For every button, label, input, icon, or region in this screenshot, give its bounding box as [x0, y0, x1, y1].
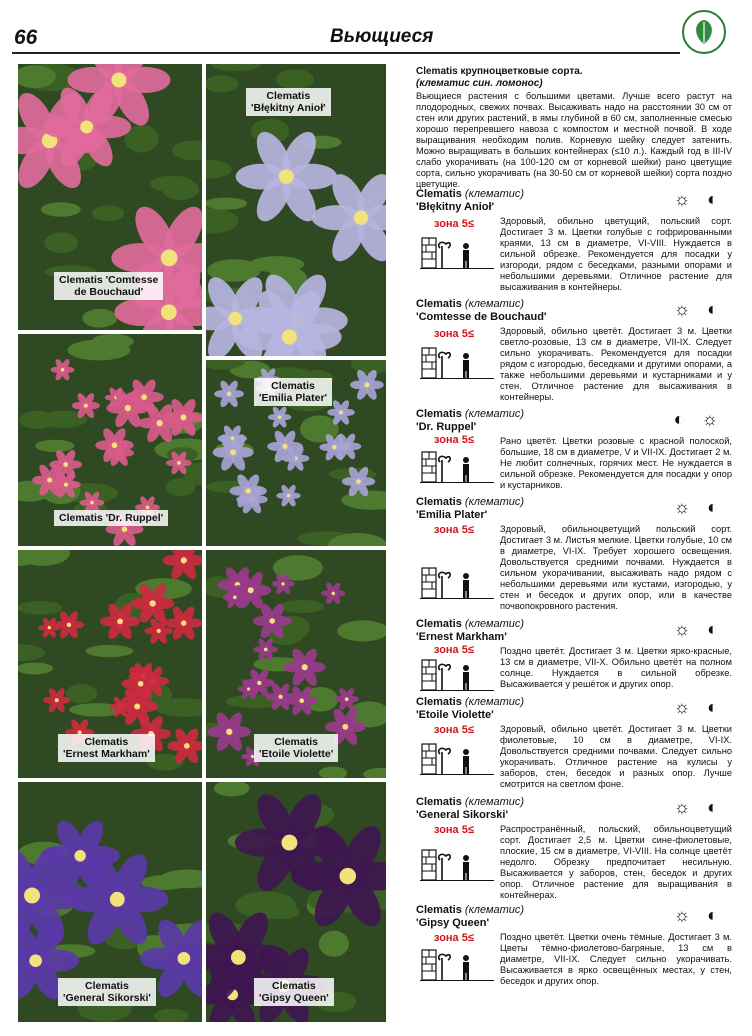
intro-title: Clematis крупноцветковые сорта. [416, 66, 583, 77]
sun-exposure-icon: ☼ ◐ [673, 797, 724, 817]
entry-genus: Clematis (клематис) [416, 904, 525, 916]
support-wall-icon [420, 658, 494, 692]
photo-caption: Clematis 'Dr. Ruppel' [54, 510, 168, 526]
entry-general-sikorski [416, 796, 732, 902]
photo-blekitny-aniol [206, 64, 386, 356]
entry-description: Рано цветёт. Цветки розовые с красной полоской, большие, 18 см в диаметре, V и VII-IX. Достигает 2 м. Не любит солнечных, горячих мест. Не нуждается в сильной обрезке. Рекомендуется для посадки у опор и кустарников. [500, 436, 732, 490]
entry-genus: Clematis (клематис) [416, 696, 525, 708]
photo-gipsy-queen [206, 782, 386, 1022]
entry-genus: Clematis (клематис) [416, 618, 525, 630]
photo-comtesse-de-bouchaud [18, 64, 202, 330]
photo-grid [18, 64, 386, 1022]
photo-caption: Clematis 'Gipsy Queen' [254, 978, 334, 1006]
photo-caption: Clematis 'Ernest Markham' [58, 734, 155, 762]
entry-genus: Clematis (клематис) [416, 298, 525, 310]
entry-description: Здоровый, обильно цветёт. Достигает 3 м. Цветки светло-розовые, 13 см в диаметре, VII-IX. Следует сильно укорачивать. Рекомендуется для посадки рядом с изгородью, беседками и другими опорами, а также небольшими деревьями и кустарниками и у стен. Отличное растение для высаживания в контейнеры. [500, 326, 732, 402]
support-wall-icon [420, 450, 494, 484]
support-wall-icon [420, 236, 494, 270]
photo-caption: Clematis 'Comtesse de Bouchaud' [54, 272, 163, 300]
entry-genus: Clematis (клематис) [416, 496, 525, 508]
entry-cultivar: 'Dr. Ruppel' [416, 421, 477, 433]
header-rule [12, 52, 680, 54]
entry-emilia-plater [416, 496, 732, 614]
sun-exposure-icon: ☼ ◐ [673, 619, 724, 639]
photo-general-sikorski [18, 782, 202, 1022]
photo-caption: Clematis 'Błękitny Anioł' [246, 88, 331, 116]
sun-exposure-icon: ◐ ☼ [673, 409, 724, 429]
support-wall-icon [420, 742, 494, 776]
support-wall-icon [420, 948, 494, 982]
page-number: 66 [14, 26, 38, 49]
entry-blekitny-aniol [416, 188, 732, 292]
entry-genus: Clematis (клематис) [416, 188, 525, 200]
page-title: Вьющиеся [330, 26, 434, 47]
sun-exposure-icon: ☼ ◐ [673, 905, 724, 925]
entry-cultivar: 'Błękitny Anioł' [416, 201, 495, 213]
photo-caption: Clematis 'Etoile Violette' [254, 734, 338, 762]
entry-comtesse-de-bouchaud [416, 298, 732, 402]
entry-genus: Clematis (клематис) [416, 796, 525, 808]
entry-cultivar: 'Gipsy Queen' [416, 917, 490, 929]
hardiness-zone: зона 5≤ [434, 218, 474, 230]
entry-gipsy-queen [416, 904, 732, 1000]
support-wall-icon [420, 848, 494, 882]
photo-emilia-plater [206, 360, 386, 546]
sun-exposure-icon: ☼ ◐ [673, 299, 724, 319]
intro-subtitle: (клематис син. ломонос) [416, 78, 543, 89]
entry-description: Распространённый, польский, обильноцветущий сорт. Достигает 2,5 м. Цветки сине-фиолетовые, плоские, 15 см в диаметре, VI-VIII. На солнце цветёт недолго. Обрезку предпочитает несильную. Высаживается у заборов, стен, беседок и других опор. Отличное растение для выращивания в контейнерах. [500, 824, 732, 900]
hardiness-zone: зона 5≤ [434, 724, 474, 736]
entry-description: Здоровый, обильноцветущий польский сорт. Достигает 3 м. Листья мелкие. Цветки голубые, 10 см в диаметре, VI-IX. Требует хорошего освещения. Довольствуется средними почвами. Нуждается в сильном укорачивании, высаживать надо рядом с небольшими деревьями или кустами, изгородью, у стен и беседок и других опор, или в качестве почвопокровного растения. [500, 524, 732, 611]
entry-description: Поздно цветёт. Достигает 3 м. Цветки ярко-красные, 13 см в диаметре, VII-X. Обильно цветёт на полном солнце. Нуждается в сильной обрезке. Высаживается у решёток и других опор. [500, 646, 732, 689]
entry-cultivar: 'Emilia Plater' [416, 509, 488, 521]
hardiness-zone: зона 5≤ [434, 644, 474, 656]
entry-genus: Clematis (клематис) [416, 408, 525, 420]
entry-cultivar: 'General Sikorski' [416, 809, 509, 821]
support-wall-icon [420, 346, 494, 380]
entry-description: Здоровый, обильно цветёт. Достигает 3 м. Цветки фиолетовые, 10 см в диаметре, VI-IX. Довольствуется средними почвами. Следует сильно укорачивать. Отличное растение на кулисы у заборов, стен, беседок и разных опор. Лучше смотрится на светлом фоне. [500, 724, 732, 789]
hardiness-zone: зона 5≤ [434, 434, 474, 446]
entry-cultivar: 'Comtesse de Bouchaud' [416, 311, 547, 323]
photo-dr-ruppel [18, 334, 202, 546]
photo-caption: Clematis 'General Sikorski' [58, 978, 156, 1006]
entry-description: Поздно цветёт. Цветки очень тёмные. Достигает 3 м. Цветы тёмно-фиолетово-багряные, 13 см в диаметре, VII-IX. Следует сильно укорачивать. Высаживается в ярко освещённых местах, у стен, беседок и других опор. [500, 932, 732, 986]
photo-ernest-markham [18, 550, 202, 778]
hardiness-zone: зона 5≤ [434, 328, 474, 340]
entry-description: Здоровый, обильно цветущий, польский сорт. Достигает 3 м. Цветки голубые с гофрированными краями, 13 см в диаметре, VI-VIII. Нуждается в сильной обрезке. Рекомендуется для посадки у изгороди, рядом с беседками, разными опорами и небольшими деревьями. Отличное растение для высаживания в контейнеры. [500, 216, 732, 292]
hardiness-zone: зона 5≤ [434, 932, 474, 944]
hardiness-zone: зона 5≤ [434, 824, 474, 836]
entry-dr-ruppel [416, 408, 732, 492]
intro-body: Вьющиеся растения с большими цветами. Лучше всего растут на плодородных, свежих почвах. Высаживать надо на расстоянии 30 см от стен или других растений, в ямы глубиной в 60 см, заполненные смесью хорошо перепревшего навоза с компостом и местной почвой. В ходе выращивания необходим полив. Корневую шейку следует затенить. Можно выращивать в больших контейнерах (≤10 л.). Каждый год в III-IV слабо укорачивать (на 100-120 см от корневой шейки) рано цветущие сорта, сильно укорачивать (на 30-50 см от корневой шейки) сорта поздно цветущие. [416, 91, 732, 189]
entry-cultivar: 'Ernest Markham' [416, 631, 507, 643]
photo-etoile-violette [206, 550, 386, 778]
sun-exposure-icon: ☼ ◐ [673, 497, 724, 517]
entry-etoile-violette [416, 696, 732, 794]
entry-cultivar: 'Etoile Violette' [416, 709, 494, 721]
support-wall-icon [420, 566, 494, 600]
intro-section [416, 66, 732, 190]
entry-ernest-markham [416, 618, 732, 694]
page-header [0, 0, 752, 58]
sun-exposure-icon: ☼ ◐ [673, 189, 724, 209]
photo-caption: Clematis 'Emilia Plater' [254, 378, 332, 406]
sun-exposure-icon: ☼ ◐ [673, 697, 724, 717]
hardiness-zone: зона 5≤ [434, 524, 474, 536]
leaf-logo-icon [682, 10, 726, 54]
